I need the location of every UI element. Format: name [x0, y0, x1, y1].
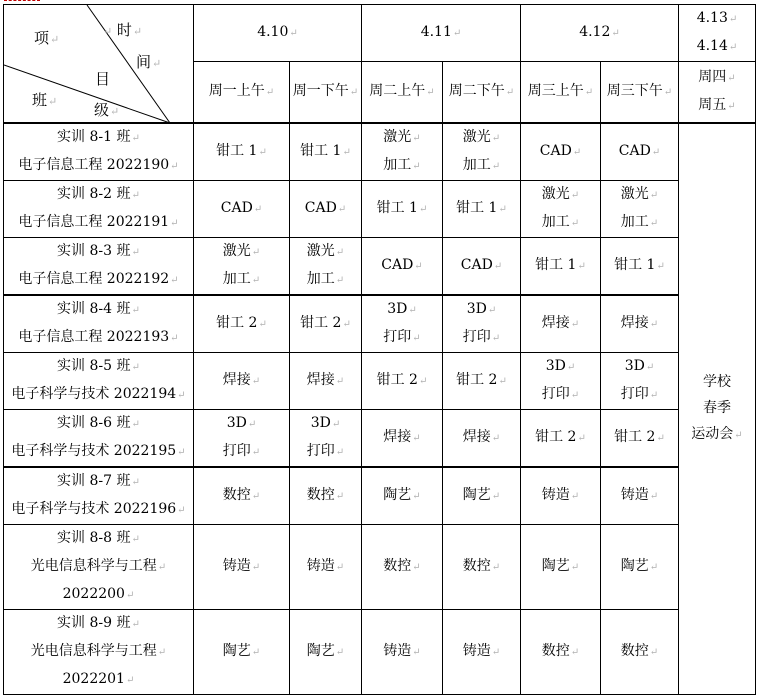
- paragraph-mark: ↵: [570, 189, 580, 201]
- class-name: 实训 8-5 班: [57, 357, 131, 374]
- course-text: 3D: [226, 414, 247, 431]
- course-text: 激光: [222, 242, 251, 259]
- course-cell: [601, 237, 679, 295]
- paragraph-mark: ↵: [170, 217, 179, 229]
- paragraph-mark: ↵: [251, 446, 261, 458]
- course-text: 铸造: [541, 486, 570, 503]
- course-cell: [290, 609, 362, 694]
- paragraph-mark: ↵: [247, 418, 257, 430]
- paragraph-mark: ↵: [649, 189, 659, 201]
- course-text: 铸造: [462, 642, 491, 659]
- red-dashed-mark: [4, 0, 40, 1]
- course-text: 加工: [383, 156, 412, 173]
- course-text: 加工: [462, 156, 491, 173]
- course-text: CAD: [618, 142, 651, 159]
- course-cell: [521, 467, 601, 525]
- paragraph-mark: ↵: [408, 304, 417, 316]
- paragraph-mark: ↵: [577, 432, 586, 444]
- paragraph-mark: ↵: [412, 132, 421, 144]
- sports-meet-text: 运动会: [691, 425, 734, 442]
- class-label-cell: [4, 609, 194, 694]
- paragraph-mark: ↵: [570, 490, 580, 502]
- paragraph-mark: ↵: [566, 361, 576, 373]
- class-row: [4, 467, 756, 525]
- class-major: 电子信息工程 2022192: [18, 270, 170, 287]
- course-cell: [290, 123, 362, 181]
- course-text: 陶艺: [222, 642, 251, 659]
- class-name: 实训 8-6 班: [57, 414, 131, 431]
- course-text: 数控: [383, 557, 412, 574]
- course-cell: [194, 609, 290, 694]
- course-text: 钳工 2: [456, 371, 498, 388]
- course-cell: [362, 237, 443, 295]
- course-text: 打印: [620, 385, 649, 402]
- course-cell: [194, 295, 290, 353]
- course-text: 焊接: [462, 428, 491, 445]
- paragraph-mark: ↵: [491, 332, 501, 344]
- paragraph-mark: ↵: [177, 389, 186, 401]
- session-tue-pm: 周二下午↵: [443, 62, 521, 123]
- paragraph-mark: ↵: [131, 132, 140, 144]
- course-text: 钳工 1: [376, 199, 418, 216]
- course-text: CAD: [460, 256, 493, 273]
- class-label-cell: [4, 467, 194, 525]
- paragraph-mark: ↵: [418, 375, 428, 387]
- paragraph-mark: ↵: [251, 375, 261, 387]
- course-text: 钳工 1: [456, 199, 498, 216]
- course-text: 加工: [222, 270, 251, 287]
- course-text: 钳工 1: [614, 256, 656, 273]
- paragraph-mark: ↵: [491, 561, 501, 573]
- class-major: 电子信息工程 2022190: [18, 156, 170, 173]
- course-cell: [601, 409, 679, 467]
- paragraph-mark: ↵: [125, 589, 135, 601]
- course-cell: [521, 180, 601, 237]
- class-row: [4, 352, 756, 409]
- date-4-13-4-14: 4.13↵ 4.14↵: [679, 5, 756, 62]
- class-name: 实训 8-9 班: [57, 614, 131, 631]
- session-mon-am: 周一上午↵: [194, 62, 290, 123]
- paragraph-mark: ↵: [342, 318, 351, 330]
- course-cell: [443, 295, 521, 353]
- course-cell: [290, 295, 362, 353]
- course-text: 激光: [306, 242, 335, 259]
- session-mon-pm: 周一下午↵: [290, 62, 362, 123]
- course-cell: [601, 123, 679, 181]
- class-name: 实训 8-7 班: [57, 472, 131, 489]
- course-cell: [443, 352, 521, 409]
- class-major: 电子科学与技术 2022196: [11, 500, 177, 517]
- paragraph-mark: ↵: [251, 274, 261, 286]
- sports-meet-cell: [679, 123, 756, 695]
- course-cell: [194, 180, 290, 237]
- course-cell: [601, 295, 679, 353]
- course-text: 数控: [620, 642, 649, 659]
- paragraph-mark: ↵: [131, 618, 140, 630]
- course-cell: [443, 237, 521, 295]
- corner-label-xiang: 项↵: [34, 29, 60, 47]
- course-text: 陶艺: [462, 486, 491, 503]
- paragraph-mark: ↵: [651, 146, 661, 158]
- course-cell: [194, 409, 290, 467]
- paragraph-mark: ↵: [335, 274, 345, 286]
- course-text: 钳工 1: [535, 256, 577, 273]
- course-text: 加工: [620, 213, 649, 230]
- course-cell: [194, 524, 290, 609]
- class-row: [4, 123, 756, 181]
- course-text: 加工: [541, 213, 570, 230]
- class-major: 电子信息工程 2022191: [18, 213, 170, 230]
- course-cell: [601, 352, 679, 409]
- class-label-cell: [4, 237, 194, 295]
- course-text: 3D: [624, 357, 645, 374]
- course-cell: [362, 123, 443, 181]
- course-cell: [521, 409, 601, 467]
- course-cell: [601, 609, 679, 694]
- course-cell: [443, 123, 521, 181]
- course-text: 铸造: [383, 642, 412, 659]
- class-label-cell: [4, 180, 194, 237]
- paragraph-mark: ↵: [493, 260, 503, 272]
- session-wed-pm: 周三下午↵: [601, 62, 679, 123]
- session-wed-am: 周三上午↵: [521, 62, 601, 123]
- course-text: 3D: [466, 300, 487, 317]
- paragraph-mark: ↵: [412, 432, 421, 444]
- paragraph-mark: ↵: [487, 304, 497, 316]
- paragraph-mark: ↵: [734, 429, 743, 441]
- paragraph-mark: ↵: [170, 274, 179, 286]
- class-row: [4, 295, 756, 353]
- date-header-row: [4, 5, 756, 62]
- class-row: [4, 180, 756, 237]
- course-cell: [443, 524, 521, 609]
- course-cell: [521, 352, 601, 409]
- paragraph-mark: ↵: [251, 246, 261, 258]
- paragraph-mark: ↵: [412, 561, 421, 573]
- course-cell: [290, 409, 362, 467]
- course-cell: [362, 609, 443, 694]
- paragraph-mark: ↵: [131, 476, 140, 488]
- course-text: 数控: [462, 557, 491, 574]
- course-cell: [521, 524, 601, 609]
- course-text: 数控: [306, 486, 335, 503]
- paragraph-mark: ↵: [649, 389, 659, 401]
- course-text: 铸造: [222, 557, 251, 574]
- course-cell: [521, 609, 601, 694]
- course-text: 陶艺: [383, 486, 412, 503]
- course-text: 钳工 1: [300, 142, 342, 159]
- course-text: 3D: [387, 300, 408, 317]
- course-cell: [521, 123, 601, 181]
- class-row: [4, 409, 756, 467]
- class-label-cell: [4, 123, 194, 181]
- course-cell: [521, 237, 601, 295]
- paragraph-mark: ↵: [498, 375, 507, 387]
- paragraph-mark: ↵: [125, 674, 135, 686]
- course-text: 铸造: [306, 557, 335, 574]
- course-cell: [290, 467, 362, 525]
- class-name: 实训 8-3 班: [57, 242, 131, 259]
- paragraph-mark: ↵: [491, 132, 501, 144]
- course-text: 焊接: [541, 314, 570, 331]
- corner-label-ji: 级↵: [94, 101, 120, 119]
- course-text: 打印: [462, 328, 491, 345]
- course-text: 加工: [306, 270, 335, 287]
- paragraph-mark: ↵: [649, 217, 659, 229]
- paragraph-mark: ↵: [412, 646, 421, 658]
- course-text: CAD: [539, 142, 572, 159]
- course-text: 陶艺: [620, 557, 649, 574]
- class-label-cell: [4, 352, 194, 409]
- paragraph-mark: ↵: [491, 646, 501, 658]
- course-cell: [601, 524, 679, 609]
- course-text: 数控: [222, 486, 251, 503]
- course-cell: [362, 409, 443, 467]
- class-name: 实训 8-4 班: [57, 300, 131, 317]
- paragraph-mark: ↵: [335, 561, 345, 573]
- sports-meet-text: 春季: [703, 399, 731, 416]
- paragraph-mark: ↵: [177, 504, 186, 516]
- paragraph-mark: ↵: [131, 533, 140, 545]
- course-cell: [443, 609, 521, 694]
- course-text: CAD: [304, 199, 337, 216]
- paragraph-mark: ↵: [170, 332, 179, 344]
- course-text: 铸造: [620, 486, 649, 503]
- class-label-cell: [4, 524, 194, 609]
- paragraph-mark: ↵: [131, 246, 140, 258]
- course-text: 打印: [541, 385, 570, 402]
- class-row: [4, 609, 756, 694]
- session-thu-fri: 周四↵ 周五↵: [679, 62, 756, 123]
- course-text: CAD: [220, 199, 253, 216]
- paragraph-mark: ↵: [335, 646, 345, 658]
- course-cell: [601, 180, 679, 237]
- paragraph-mark: ↵: [656, 260, 665, 272]
- course-cell: [290, 352, 362, 409]
- course-text: 钳工 2: [300, 314, 342, 331]
- paragraph-mark: ↵: [649, 646, 659, 658]
- course-text: 焊接: [383, 428, 412, 445]
- paragraph-mark: ↵: [498, 203, 507, 215]
- course-cell: [521, 295, 601, 353]
- corner-label-ban: 班↵: [32, 91, 58, 109]
- paragraph-mark: ↵: [131, 189, 140, 201]
- sports-meet-text: 学校: [703, 373, 731, 390]
- paragraph-mark: ↵: [335, 246, 345, 258]
- course-cell: [443, 409, 521, 467]
- paragraph-mark: ↵: [335, 490, 345, 502]
- paragraph-mark: ↵: [645, 361, 655, 373]
- paragraph-mark: ↵: [131, 361, 140, 373]
- paragraph-mark: ↵: [337, 203, 347, 215]
- date-4-10: 4.10↵: [194, 5, 362, 62]
- paragraph-mark: ↵: [491, 490, 501, 502]
- paragraph-mark: ↵: [251, 490, 261, 502]
- course-text: 焊接: [306, 371, 335, 388]
- course-text: 激光: [462, 128, 491, 145]
- paragraph-mark: ↵: [570, 217, 580, 229]
- paragraph-mark: ↵: [570, 389, 580, 401]
- course-cell: [443, 467, 521, 525]
- course-text: 打印: [222, 442, 251, 459]
- course-text: 钳工 2: [216, 314, 258, 331]
- header-corner-cell: [4, 5, 194, 123]
- paragraph-mark: ↵: [253, 203, 263, 215]
- class-major: 电子科学与技术 2022195: [11, 442, 177, 459]
- class-name: 实训 8-2 班: [57, 185, 131, 202]
- class-major: 电子科学与技术 2022194: [11, 385, 177, 402]
- session-tue-am: 周二上午↵: [362, 62, 443, 123]
- class-code: 2022200: [62, 585, 125, 602]
- course-text: 钳工 2: [614, 428, 656, 445]
- paragraph-mark: ↵: [418, 203, 428, 215]
- course-text: 激光: [541, 185, 570, 202]
- course-text: 钳工 2: [376, 371, 418, 388]
- paragraph-mark: ↵: [414, 260, 423, 272]
- course-cell: [194, 352, 290, 409]
- course-cell: [362, 180, 443, 237]
- paragraph-mark: ↵: [131, 418, 140, 430]
- paragraph-mark: ↵: [412, 160, 421, 172]
- course-text: 数控: [541, 642, 570, 659]
- course-text: 打印: [383, 328, 412, 345]
- course-text: 焊接: [620, 314, 649, 331]
- paragraph-mark: ↵: [331, 418, 341, 430]
- course-cell: [443, 180, 521, 237]
- paragraph-mark: ↵: [170, 160, 179, 172]
- paragraph-mark: ↵: [577, 260, 586, 272]
- date-4-12: 4.12↵: [521, 5, 679, 62]
- class-name: 实训 8-8 班: [57, 529, 131, 546]
- course-cell: [362, 295, 443, 353]
- course-text: 3D: [545, 357, 566, 374]
- paragraph-mark: ↵: [570, 318, 580, 330]
- corner-label-mu: 目: [95, 70, 111, 88]
- paragraph-mark: ↵: [258, 146, 267, 158]
- corner-label-jian: 间↵: [136, 53, 162, 71]
- course-text: 激光: [620, 185, 649, 202]
- class-label-cell: [4, 409, 194, 467]
- paragraph-mark: ↵: [335, 375, 345, 387]
- paragraph-mark: ↵: [412, 490, 421, 502]
- paragraph-mark: ↵: [572, 146, 582, 158]
- paragraph-mark: ↵: [491, 432, 501, 444]
- class-row: [4, 524, 756, 609]
- corner-label-shi: ↵ 时↵: [103, 21, 142, 39]
- course-cell: [290, 237, 362, 295]
- course-text: 钳工 2: [535, 428, 577, 445]
- course-cell: [290, 180, 362, 237]
- course-text: 陶艺: [541, 557, 570, 574]
- course-cell: [601, 467, 679, 525]
- course-cell: [362, 524, 443, 609]
- class-major: 光电信息科学与工程: [30, 557, 157, 574]
- course-cell: [194, 237, 290, 295]
- course-text: 激光: [383, 128, 412, 145]
- schedule-table: [3, 4, 756, 695]
- class-code: 2022201: [62, 670, 125, 687]
- paragraph-mark: ↵: [412, 332, 421, 344]
- paragraph-mark: ↵: [157, 646, 167, 658]
- course-text: 打印: [306, 442, 335, 459]
- class-name: 实训 8-1 班: [57, 128, 131, 145]
- paragraph-mark: ↵: [335, 446, 345, 458]
- course-cell: [362, 352, 443, 409]
- class-major: 电子信息工程 2022193: [18, 328, 170, 345]
- course-text: 陶艺: [306, 642, 335, 659]
- paragraph-mark: ↵: [177, 446, 186, 458]
- paragraph-mark: ↵: [258, 318, 267, 330]
- course-cell: [194, 467, 290, 525]
- paragraph-mark: ↵: [656, 432, 665, 444]
- class-label-cell: [4, 295, 194, 353]
- class-major: 光电信息科学与工程: [30, 642, 157, 659]
- paragraph-mark: ↵: [157, 561, 167, 573]
- paragraph-mark: ↵: [251, 646, 261, 658]
- course-text: CAD: [381, 256, 414, 273]
- paragraph-mark: ↵: [649, 561, 659, 573]
- paragraph-mark: ↵: [570, 561, 580, 573]
- paragraph-mark: ↵: [570, 646, 580, 658]
- class-row: [4, 237, 756, 295]
- course-cell: [290, 524, 362, 609]
- paragraph-mark: ↵: [491, 160, 501, 172]
- date-4-11: 4.11↵: [362, 5, 521, 62]
- course-cell: [362, 467, 443, 525]
- course-text: 3D: [310, 414, 331, 431]
- paragraph-mark: ↵: [342, 146, 351, 158]
- paragraph-mark: ↵: [649, 318, 659, 330]
- paragraph-mark: ↵: [131, 304, 140, 316]
- course-text: 焊接: [222, 371, 251, 388]
- course-text: 钳工 1: [216, 142, 258, 159]
- course-cell: [194, 123, 290, 181]
- paragraph-mark: ↵: [649, 490, 659, 502]
- paragraph-mark: ↵: [251, 561, 261, 573]
